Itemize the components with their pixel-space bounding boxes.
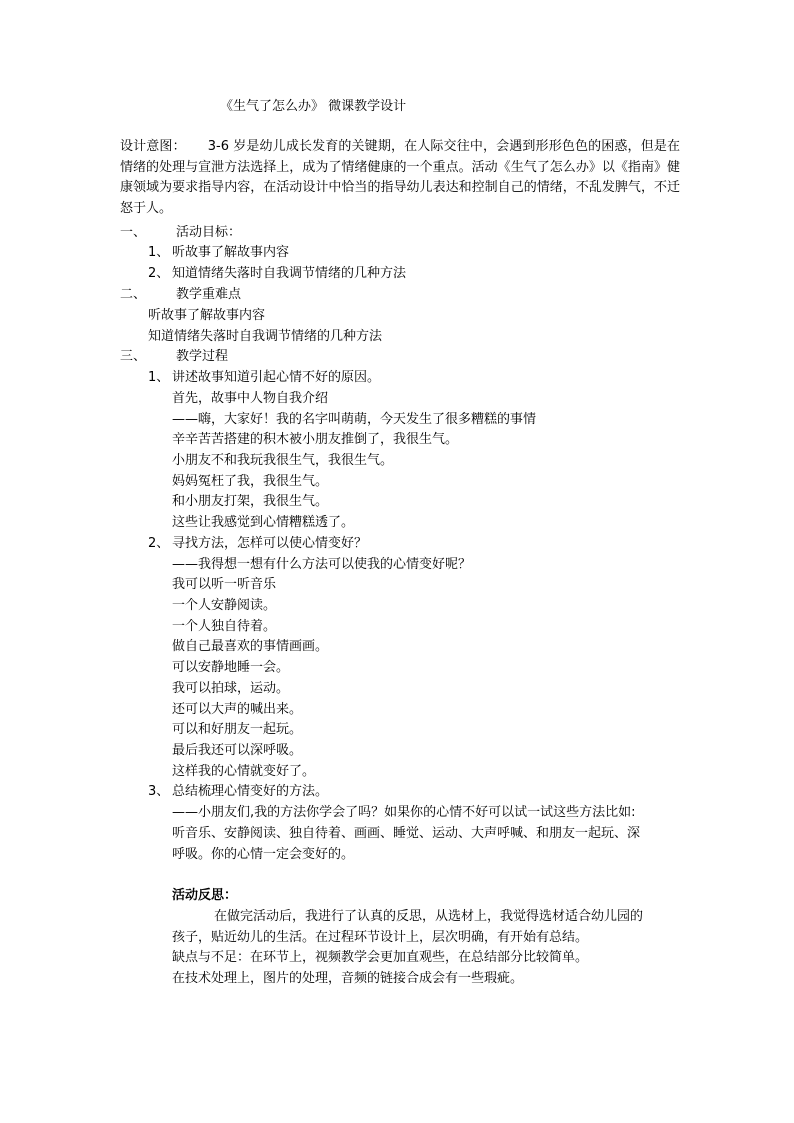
reflection-line: 在技术处理上，图片的处理，音频的链接合成会有一些瑕疵。	[172, 971, 524, 986]
section-2-title: 教学重难点	[176, 287, 242, 302]
step-3-line: ——小朋友们,我的方法你学会了吗？如果你的心情不好可以试一试这些方法比如:	[172, 805, 636, 820]
design-intent-paragraph	[120, 137, 680, 219]
document-title: 《生气了怎么办》 微课教学设计	[220, 99, 407, 114]
step-1-line: 辛辛苦苦搭建的积木被小朋友推倒了，我很生气。	[172, 432, 459, 447]
section-1-item-1: 听故事了解故事内容	[172, 245, 290, 260]
section-2-line-2: 知道情绪失落时自我调节情绪的几种方法	[148, 329, 383, 344]
step-1-heading: 讲述故事知道引起心情不好的原因。	[172, 370, 381, 385]
section-1-item-2-number: 2、	[148, 266, 170, 281]
step-1-line: 妈妈冤枉了我，我很生气。	[172, 474, 329, 489]
reflection-line: 缺点与不足：在环节上，视频教学会更加直观些，在总结部分比较简单。	[172, 950, 589, 965]
step-2-heading: 寻找方法，怎样可以使心情变好？	[172, 536, 368, 551]
design-intent-label: 设计意图：	[120, 139, 186, 154]
step-1-line: ——嗨，大家好！我的名字叫萌萌，今天发生了很多糟糕的事情	[172, 412, 537, 427]
step-3-number: 3、	[148, 784, 170, 799]
section-1-number: 一、	[120, 225, 147, 240]
step-3-heading: 总结梳理心情变好的方法。	[172, 784, 329, 799]
step-2-line: 可以安静地睡一会。	[172, 660, 290, 675]
step-3-line: 呼吸。你的心情一定会变好的。	[172, 847, 355, 862]
step-2-line: 这样我的心情就变好了。	[172, 764, 316, 779]
step-1-line: 首先，故事中人物自我介绍	[172, 391, 329, 406]
section-1-item-2: 知道情绪失落时自我调节情绪的几种方法	[172, 266, 407, 281]
step-3-line: 听音乐、安静阅读、独自待着、画画、睡觉、运动、大声呼喊、和朋友一起玩、深	[172, 826, 641, 841]
step-2-line: 最后我还可以深呼吸。	[172, 743, 303, 758]
reflection-line: 在做完活动后，我进行了认真的反思，从选材上，我觉得选材适合幼儿园的	[214, 909, 644, 924]
section-2-line-1: 听故事了解故事内容	[148, 308, 266, 323]
step-1-line: 和小朋友打架，我很生气。	[172, 494, 329, 509]
design-intent-text: 3-6 岁是幼儿成长发育的关键期，在人际交往中，会遇到形形色色的困惑，但是在情绪的处理与宣泄方法选择上，成为了情绪健康的一个重点。活动《生气了怎么办》以《指南》健康领域为要求指导内容，在活动设计中恰当的指导幼儿表达和控制自己的情绪，不乱发脾气，不迁怒于人。	[120, 139, 680, 216]
reflection-line: 孩子，贴近幼儿的生活。在过程环节设计上，层次明确，有开始有总结。	[172, 930, 589, 945]
section-3-number: 三、	[120, 349, 147, 364]
reflection-title: 活动反思：	[172, 888, 238, 903]
step-2-line: 我可以拍球，运动。	[172, 681, 290, 696]
step-1-line: 小朋友不和我玩我很生气，我很生气。	[172, 453, 394, 468]
section-3-title: 教学过程	[176, 349, 229, 364]
section-1-item-1-number: 1、	[148, 245, 170, 260]
step-1-line: 这些让我感觉到心情糟糕透了。	[172, 515, 355, 530]
step-2-line: 可以和好朋友一起玩。	[172, 722, 303, 737]
step-2-line: 一个人安静阅读。	[172, 598, 277, 613]
section-1-title: 活动目标：	[176, 225, 242, 240]
step-2-line: ——我得想一想有什么方法可以使我的心情变好呢？	[172, 557, 472, 572]
step-2-line: 我可以听一听音乐	[172, 577, 277, 592]
step-2-number: 2、	[148, 536, 170, 551]
step-2-line: 做自己最喜欢的事情画画。	[172, 639, 329, 654]
step-1-number: 1、	[148, 370, 170, 385]
section-2-number: 二、	[120, 287, 147, 302]
step-2-line: 还可以大声的喊出来。	[172, 702, 303, 717]
step-2-line: 一个人独自待着。	[172, 619, 277, 634]
